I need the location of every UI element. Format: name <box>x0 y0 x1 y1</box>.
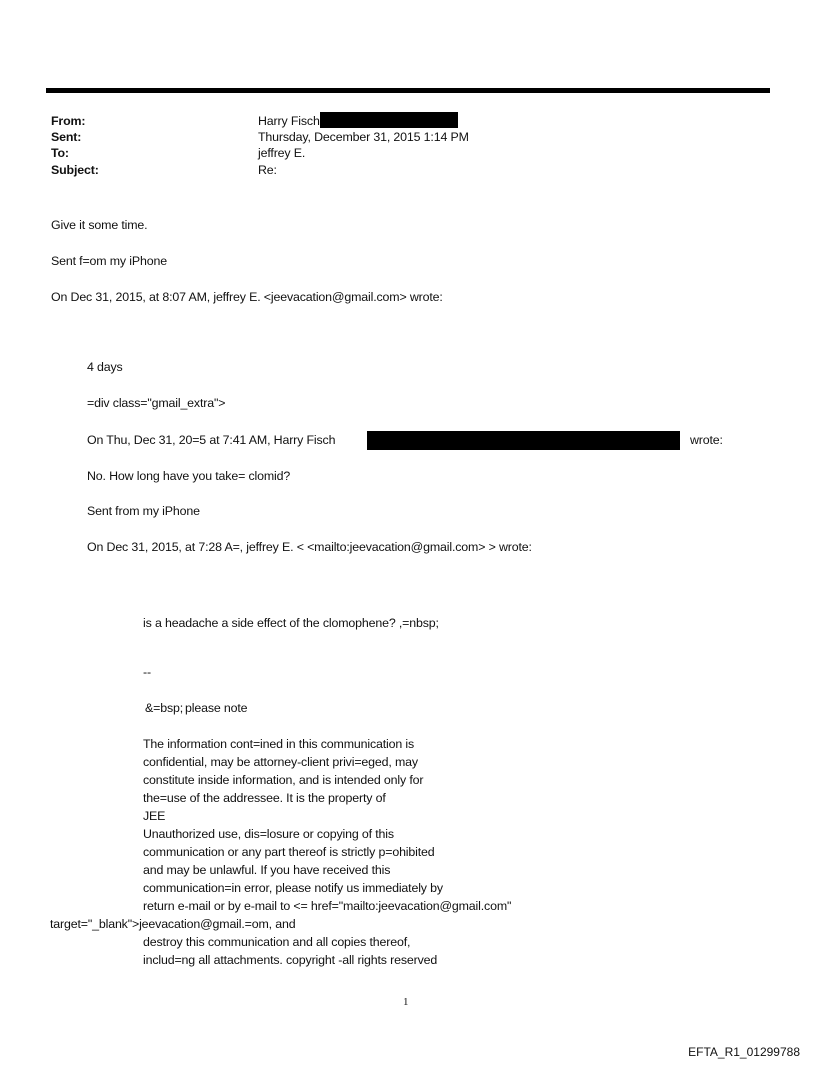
reply-text: Give it some time. <box>51 218 148 232</box>
disclaimer-line: target="_blank">jeevacation@gmail.=om, and <box>50 917 296 931</box>
quoted-reply: No. How long have you take= clomid? <box>87 469 291 483</box>
quoted-header-suffix: wrote: <box>690 433 723 447</box>
subject-value: Re: <box>258 163 277 177</box>
disclaimer-line: communication=in error, please notify us immediately by <box>143 881 443 895</box>
quoted-signature: Sent from my iPhone <box>87 504 200 518</box>
quoted-header-prefix: On Thu, Dec 31, 20=5 at 7:41 AM, Harry Fisch <box>87 433 336 447</box>
question-text: is a headache a side effect of the clomophene? ,=nbsp; <box>143 616 439 630</box>
redaction-box <box>320 112 458 128</box>
disclaimer-line: return e-mail or by e-mail to <= href="mailto:jeevacation@gmail.com" <box>143 899 512 913</box>
disclaimer-line: The information cont=ined in this communication is <box>143 737 415 751</box>
quoted-text: 4 days <box>87 360 123 374</box>
from-label: From: <box>51 114 86 128</box>
document-id: EFTA_R1_01299788 <box>688 1045 800 1059</box>
subject-label: Subject: <box>51 163 99 177</box>
please-note: please note <box>185 701 248 715</box>
disclaimer-line: includ=ng all attachments. copyright -all rights reserved <box>143 953 438 967</box>
disclaimer-line: Unauthorized use, dis=losure or copying of this <box>143 827 394 841</box>
quoted-div-artifact: =div class="gmail_extra"> <box>87 396 226 410</box>
page-number: 1 <box>403 996 409 1008</box>
sent-label: Sent: <box>51 130 82 144</box>
nbsp-artifact: &=bsp; <box>145 701 184 715</box>
disclaimer-line: and may be unlawful. If you have received this <box>143 863 391 877</box>
disclaimer-line: confidential, may be attorney-client privi=eged, may <box>143 755 418 769</box>
disclaimer-line: communication or any part thereof is strictly p=ohibited <box>143 845 435 859</box>
header-rule <box>46 88 770 93</box>
from-value: Harry Fisch <box>258 114 320 128</box>
signature: Sent f=om my iPhone <box>51 254 167 268</box>
to-label: To: <box>51 146 69 160</box>
disclaimer-line: destroy this communication and all copies thereof, <box>143 935 411 949</box>
disclaimer-line: constitute inside information, and is intended only for <box>143 773 424 787</box>
sent-value: Thursday, December 31, 2015 1:14 PM <box>258 130 469 144</box>
disclaimer-line: the=use of the addressee. It is the property of <box>143 791 386 805</box>
redaction-box <box>367 431 680 450</box>
quote-header: On Dec 31, 2015, at 8:07 AM, jeffrey E. <jeevacation@gmail.com> wrote: <box>51 290 443 304</box>
disclaimer-line: JEE <box>143 809 166 823</box>
quoted-quote-header: On Dec 31, 2015, at 7:28 A=, jeffrey E. < <mailto:jeevacation@gmail.com> > wrote: <box>87 540 532 554</box>
separator: -- <box>143 665 151 679</box>
to-value: jeffrey E. <box>258 146 306 160</box>
